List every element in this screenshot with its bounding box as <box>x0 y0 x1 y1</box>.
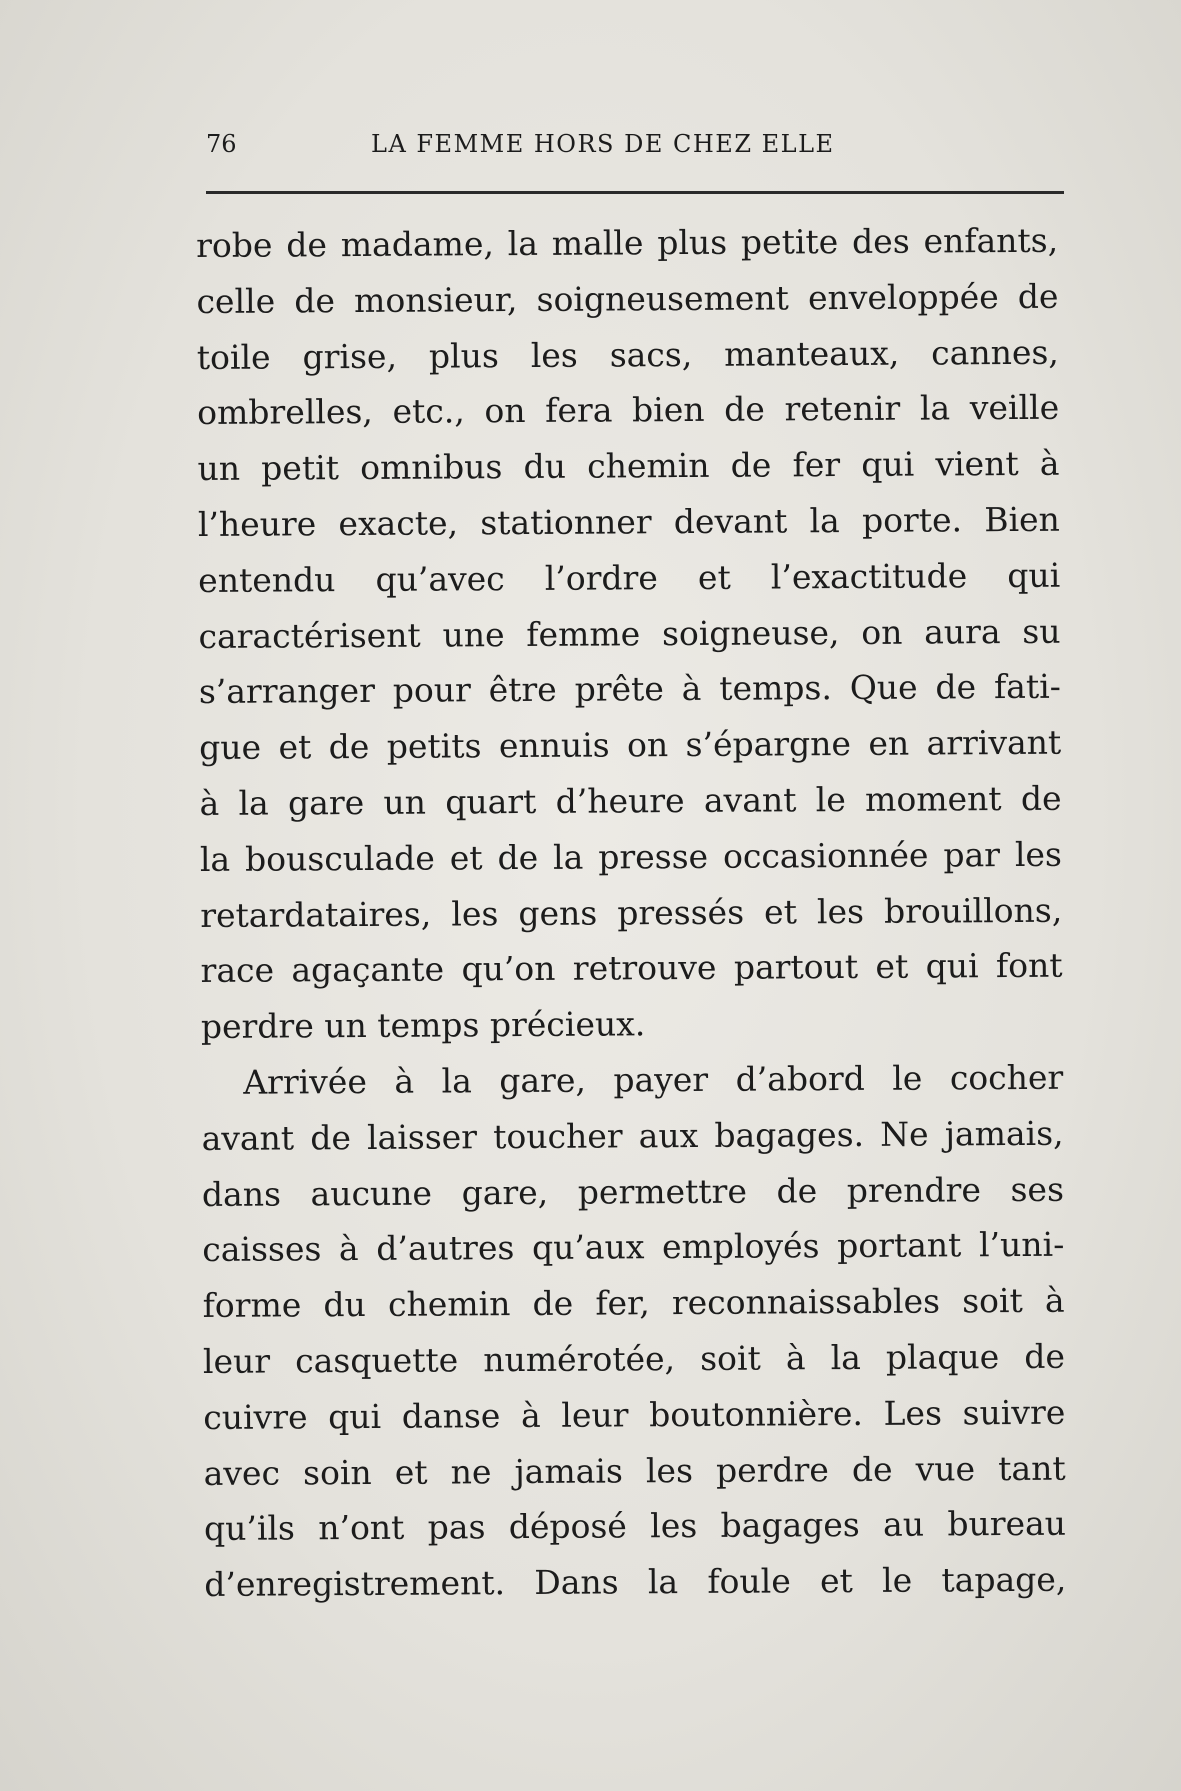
text-line: celle de monsieur, soigneusement enveloppée de <box>196 276 1059 321</box>
text-line: qu’ils n’ont pas déposé les bagages au bureau <box>203 1504 1067 1549</box>
text-line: la bousculade et de la presse occasionnée par les <box>199 834 1063 879</box>
body-text <box>196 213 1067 1613</box>
text-line: s’arranger pour être prête à temps. Que de fati- <box>198 667 1061 712</box>
text-line: un petit omnibus du chemin de fer qui vient à <box>197 443 1060 489</box>
text-line: caisses à d’autres qu’aux employés portant l’uni- <box>202 1225 1065 1270</box>
text-line: ombrelles, etc., on fera bien de retenir la veille <box>197 388 1060 433</box>
text-line: Arrivée à la gare, payer d’abord le cocher <box>243 1057 1064 1102</box>
text-line: entendu qu’avec l’ordre et l’exactitude qui <box>198 555 1061 600</box>
page-number: 76 <box>206 130 237 158</box>
text-line: race agaçante qu’on retrouve partout et qui font <box>200 946 1063 991</box>
header-rule <box>206 191 1064 194</box>
text-line: dans aucune gare, permettre de prendre ses <box>201 1169 1065 1214</box>
text-line: gue et de petits ennuis on s’épargne en arrivant <box>199 722 1062 768</box>
text-line: retardataires, les gens pressés et les brouillons, <box>200 890 1063 935</box>
text-line: leur casquette numérotée, soit à la plaque de <box>202 1336 1066 1381</box>
text-line: robe de madame, la malle plus petite des enfants, <box>196 220 1059 265</box>
text-line: avant de laisser toucher aux bagages. Ne jamais, <box>201 1113 1064 1158</box>
text-line: toile grise, plus les sacs, manteaux, cannes, <box>196 332 1059 377</box>
text-line: l’heure exacte, stationner devant la porte. Bien <box>197 499 1060 544</box>
text-line: d’enregistrement. Dans la foule et le tapage, <box>204 1559 1067 1605</box>
text-line: caractérisent une femme soigneuse, on aura su <box>198 611 1061 656</box>
text-line: perdre un temps précieux. <box>200 1004 646 1047</box>
text-line: cuivre qui danse à leur boutonnière. Les suivre <box>203 1392 1066 1437</box>
running-header <box>206 130 1064 166</box>
text-line: forme du chemin de fer, reconnaissables soit à <box>202 1280 1065 1326</box>
text-line: avec soin et ne jamais les perdre de vue tant <box>203 1448 1066 1493</box>
running-title: LA FEMME HORS DE CHEZ ELLE <box>371 130 835 158</box>
text-line: à la gare un quart d’heure avant le moment de <box>199 778 1062 823</box>
